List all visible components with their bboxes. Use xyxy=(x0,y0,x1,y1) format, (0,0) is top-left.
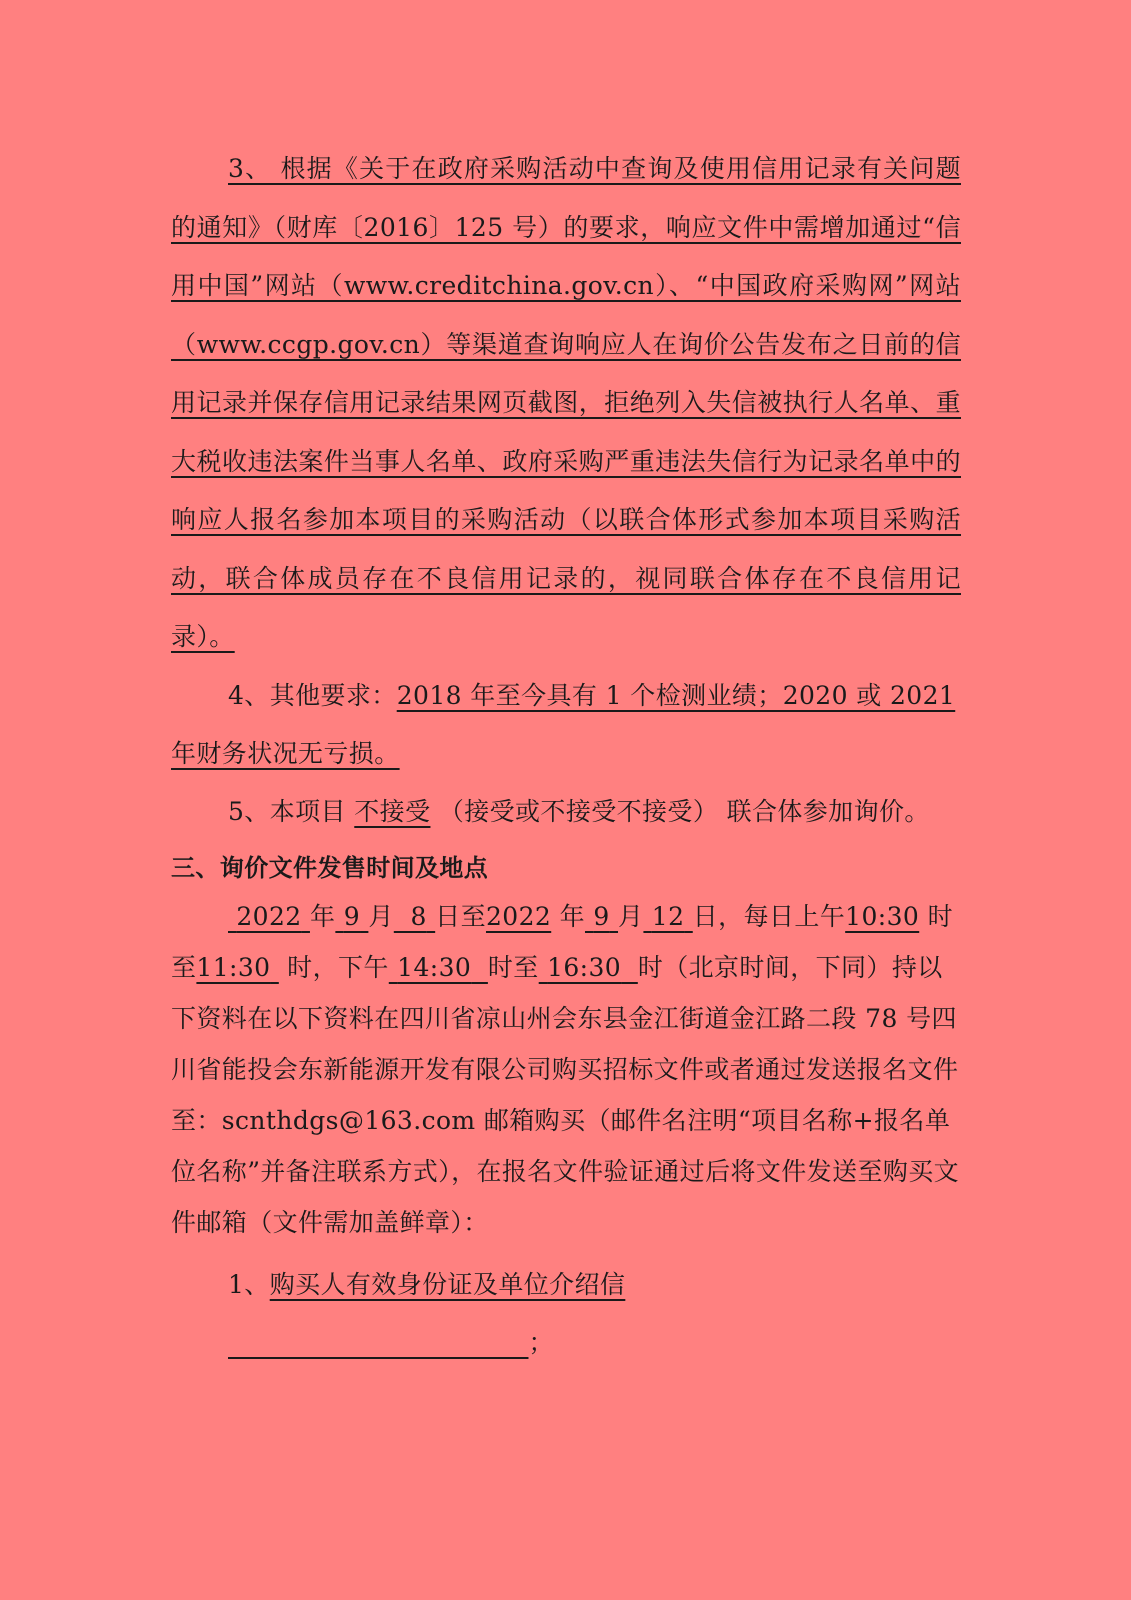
start-month: 9 xyxy=(343,901,361,931)
consortium-prefix: 5、本项目 xyxy=(228,796,346,826)
item-1-prefix: 1、 xyxy=(228,1269,270,1299)
sale-time-tail: 时（北京时间，下同）持以下资料在以下资料在四川省凉山州会东县金江街道金江路二段 78 号四川省能投会东新能源开发有限公司购买招标文件或者通过发送报名文件至：scnthdgs@163.com 邮箱购买（邮件名注明“项目名称+报名单位名称”并备注联系方式），在报名文件验证通过后将文件发送至购买文件邮箱（文件需加盖鲜章）： xyxy=(171,952,960,1237)
other-requirements-value: 2018 年至今具有 1 个检测业绩；2020 或 2021 年财务状况无亏损。 xyxy=(171,680,956,768)
item-1-value: 购买人有效身份证及单位介绍信 xyxy=(269,1269,626,1299)
item-1-suffix: ； xyxy=(528,1327,554,1357)
hour-to: 时至 xyxy=(171,901,953,982)
consortium-suffix: （接受或不接受不接受） 联合体参加询价。 xyxy=(438,796,930,826)
pm-prefix: 时，下午 xyxy=(287,952,389,982)
month-word-2: 月 xyxy=(618,901,644,931)
pm-end: 16:30 xyxy=(547,952,622,982)
am-end: 11:30 xyxy=(196,952,271,982)
item-1-blank xyxy=(171,1314,528,1372)
other-requirements-label: 4、其他要求： xyxy=(228,680,397,710)
document-page xyxy=(171,140,961,1372)
paragraph-consortium xyxy=(171,783,961,841)
year-word-2: 年 xyxy=(559,901,585,931)
paragraph-item-1 xyxy=(171,1256,961,1372)
paragraph-credit-record xyxy=(171,140,961,667)
credit-record-text: 3、 根据《关于在政府采购活动中查询及使用信用记录有关问题的通知》（财库〔2016〕125 号）的要求，响应文件中需增加通过“信用中国”网站（www.creditchina.gov.cn）、“中国政府采购网”网站（www.ccgp.gov.cn）等渠道查询响应人在询价公告发布之日前的信用记录并保存信用记录结果网页截图，拒绝列入失信被执行人名单、重大税收违法案件当事人名单、政府采购严重违法失信行为记录名单中的响应人报名参加本项目的采购活动（以联合体形式参加本项目采购活动，联合体成员存在不良信用记录的，视同联合体存在不良信用记录）。 xyxy=(171,154,961,651)
daily-am: 日，每日上午 xyxy=(692,901,846,931)
paragraph-other-requirements xyxy=(171,667,961,783)
year-word: 年 xyxy=(309,901,336,931)
paragraph-sale-time xyxy=(171,891,961,1248)
start-day: 8 xyxy=(410,901,427,931)
hour-to-2: 时至 xyxy=(487,952,539,982)
section-heading: 三、询价文件发售时间及地点 xyxy=(171,853,489,882)
end-month: 9 xyxy=(593,901,610,931)
am-start: 10:30 xyxy=(845,901,920,931)
end-day: 12 xyxy=(651,901,685,931)
start-year: 2022 xyxy=(236,901,302,931)
pm-start: 14:30 xyxy=(397,952,472,982)
end-year: 2022 xyxy=(485,901,552,931)
month-word: 月 xyxy=(368,901,394,931)
consortium-value: 不接受 xyxy=(354,796,431,826)
day-to: 日至 xyxy=(435,901,486,931)
